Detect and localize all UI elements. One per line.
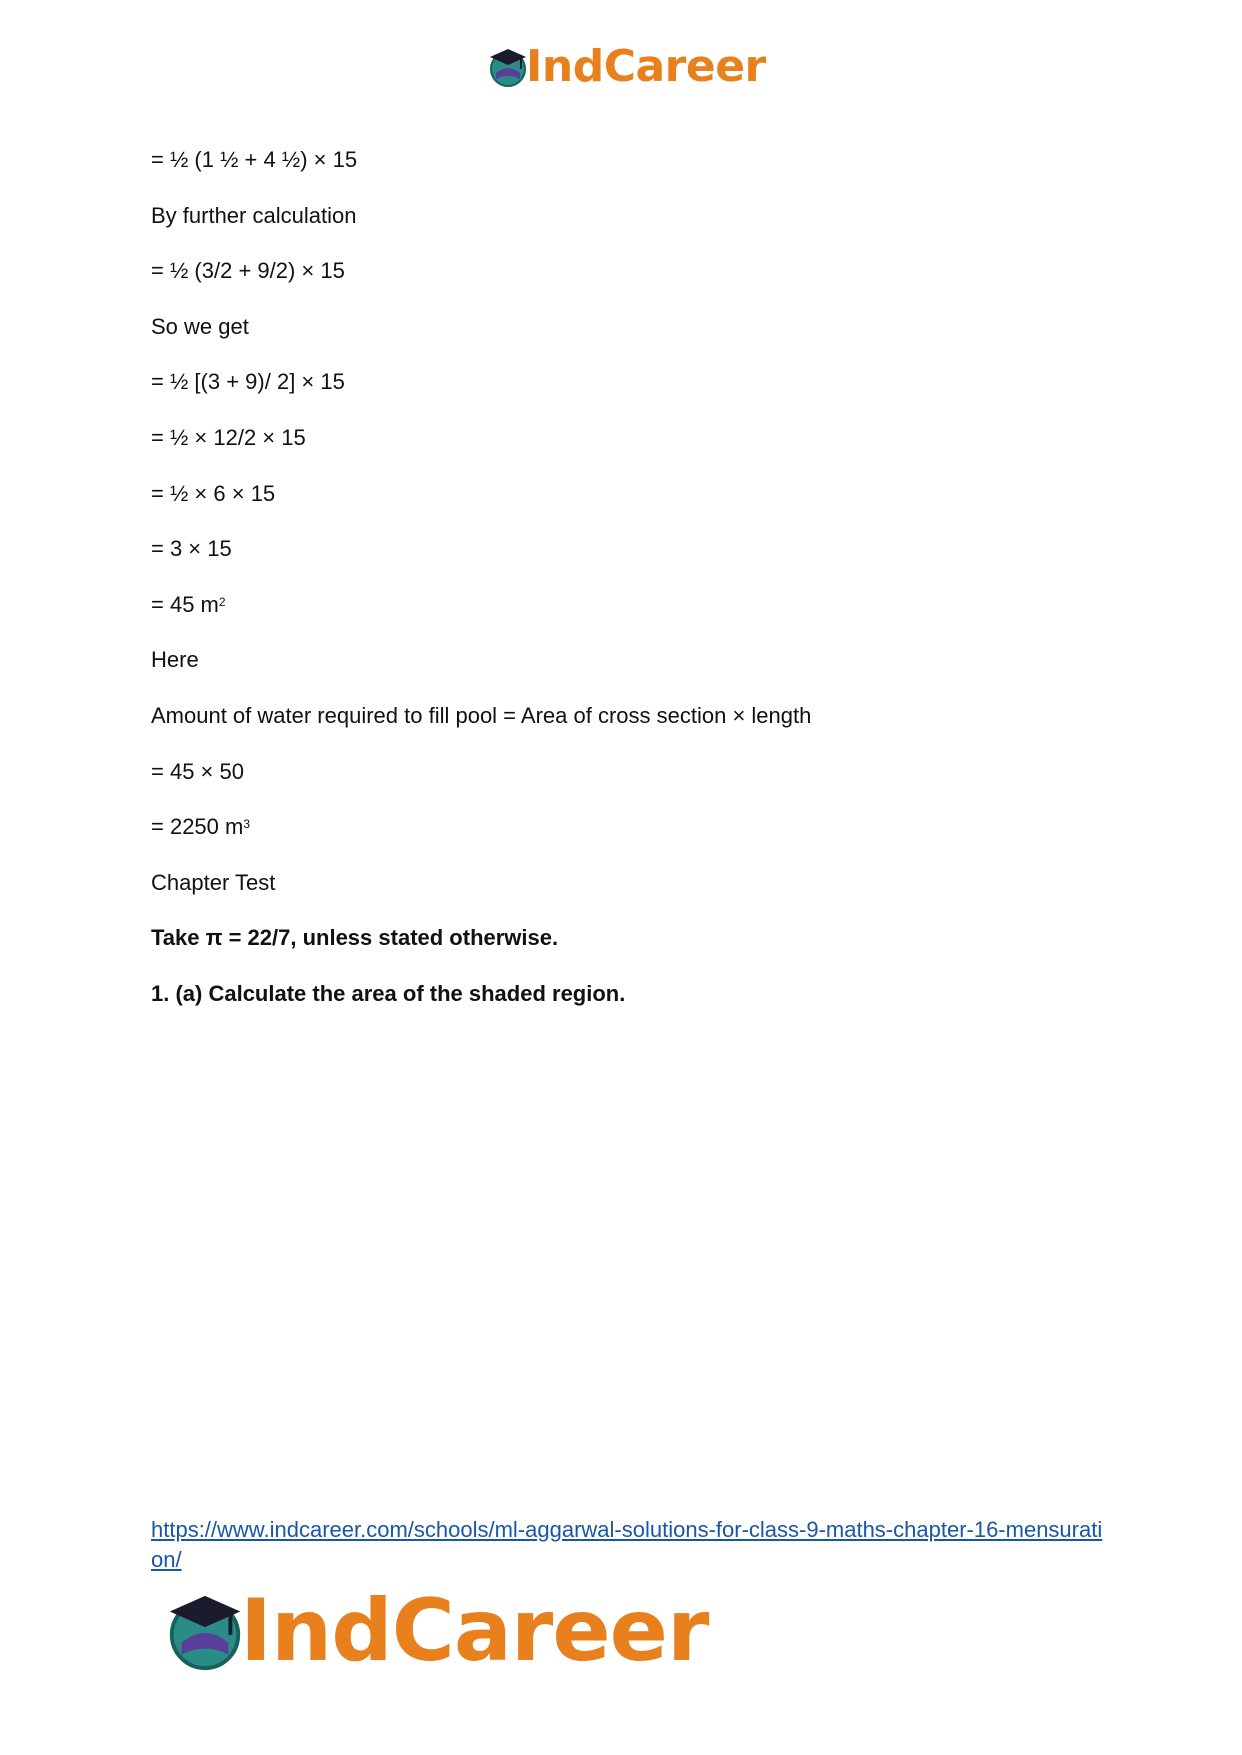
graduation-cap-globe-icon [162, 1588, 248, 1674]
superscript: 3 [243, 817, 251, 832]
text-line [151, 314, 1101, 340]
text-line [151, 536, 1101, 562]
text-line [151, 425, 1101, 451]
text-line [151, 759, 1101, 785]
text-line [151, 592, 1101, 618]
text-line-content: = ½ (3/2 + 9/2) × 15 [151, 258, 345, 284]
text-line-content: = 45 m [151, 591, 219, 617]
document-body [151, 147, 1101, 1037]
text-line-content: Chapter Test [151, 869, 276, 895]
text-line-content: = 2250 m [151, 814, 244, 840]
text-line-content: Amount of water required to fill pool = Area of cross section × length [151, 702, 812, 728]
header-brand: IndCareer [526, 41, 766, 92]
header-logo [486, 40, 766, 94]
text-line-content: = ½ × 12/2 × 15 [151, 424, 306, 450]
text-line [151, 147, 1101, 173]
footer-link[interactable]: https://www.indcareer.com/schools/ml-aggarwal-solutions-for-class-9-maths-chapter-16-mensuration/ [151, 1517, 1103, 1572]
text-line [151, 369, 1101, 395]
text-line-content: = 3 × 15 [151, 536, 232, 562]
text-line-content: = ½ × 6 × 15 [151, 480, 276, 506]
superscript: 2 [218, 594, 226, 609]
footer-brand: IndCareer [240, 1581, 709, 1681]
text-line-content: Here [151, 647, 199, 673]
text-line-content: Take π = 22/7, unless stated otherwise. [151, 925, 559, 951]
footer-logo [162, 1581, 709, 1681]
text-line [151, 481, 1101, 507]
graduation-cap-globe-icon [486, 45, 530, 89]
text-line [151, 870, 1101, 896]
text-line-content: = ½ [(3 + 9)/ 2] × 15 [151, 369, 345, 395]
text-line-content: So we get [151, 313, 249, 339]
text-line [151, 647, 1101, 673]
text-line-content: = ½ (1 ½ + 4 ½) × 15 [151, 147, 358, 172]
text-line [151, 925, 1101, 951]
text-line-content: 1. (a) Calculate the area of the shaded region. [151, 980, 626, 1006]
text-line [151, 703, 1101, 729]
text-line-content: By further calculation [151, 202, 357, 228]
text-line [151, 814, 1101, 840]
text-line [151, 258, 1101, 284]
text-line-content: = 45 × 50 [151, 758, 244, 784]
text-line [151, 203, 1101, 229]
text-line [151, 981, 1101, 1007]
